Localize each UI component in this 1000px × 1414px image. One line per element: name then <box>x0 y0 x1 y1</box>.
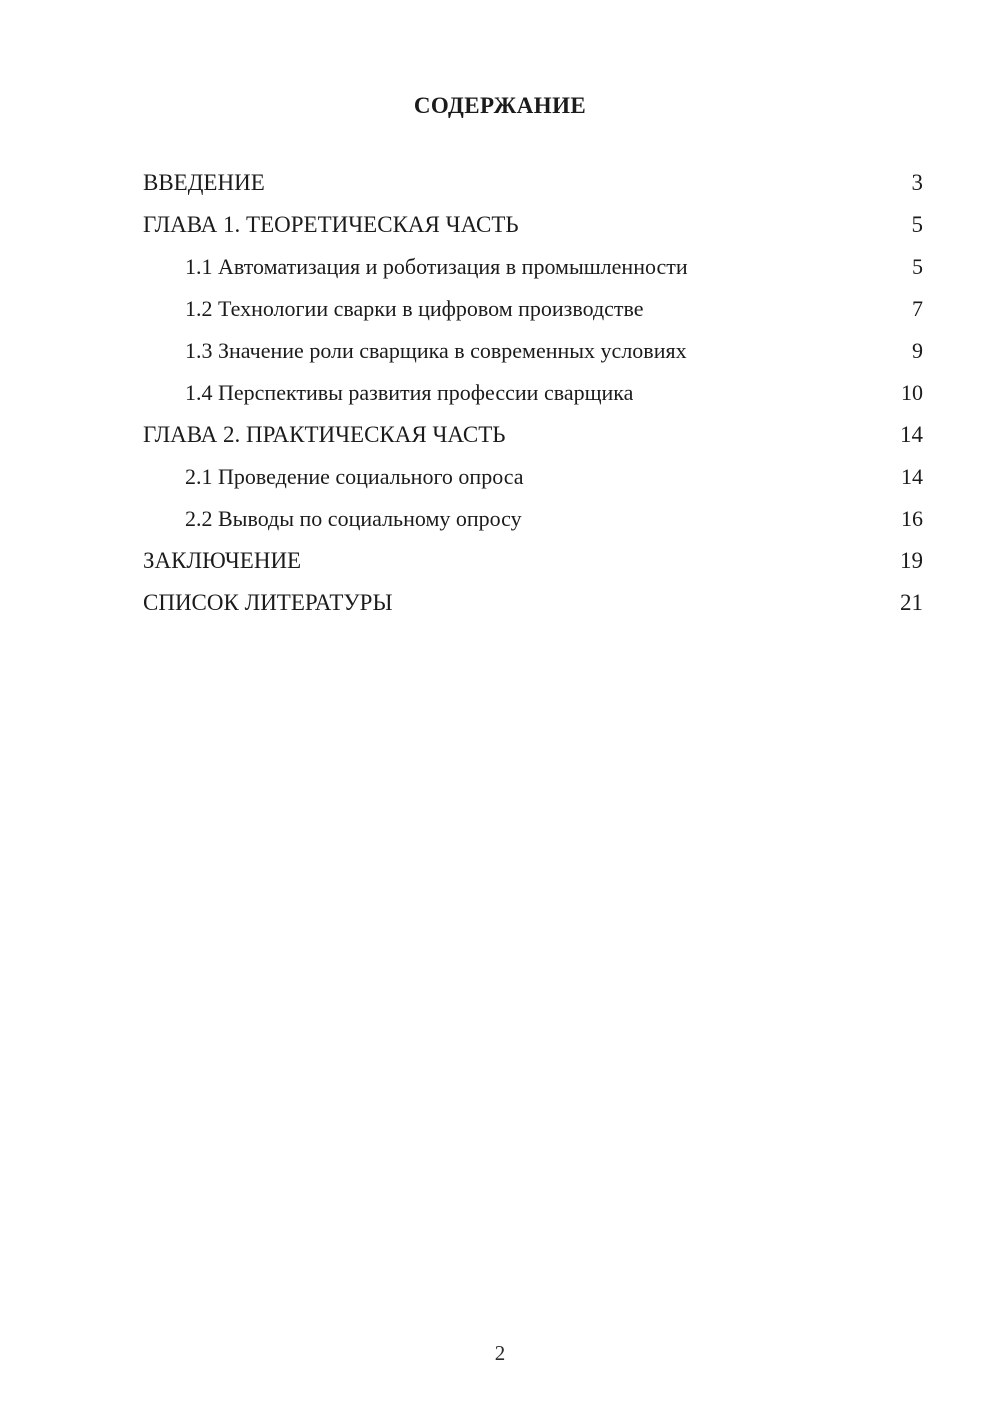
toc-entry-page: 19 <box>900 548 923 573</box>
toc-entry-label: 2.1 Проведение социального опроса <box>185 464 524 489</box>
toc-entry-label: СПИСОК ЛИТЕРАТУРЫ <box>143 590 393 615</box>
toc-entry-1-3[interactable] <box>143 330 923 372</box>
toc-entry-label: 1.1 Автоматизация и роботизация в промышленности <box>185 254 688 279</box>
toc-entry-page: 14 <box>900 422 923 447</box>
toc-entry-label: ЗАКЛЮЧЕНИЕ <box>143 548 302 573</box>
toc-entry-introduction[interactable] <box>143 162 923 204</box>
toc-entry-page: 10 <box>901 380 923 405</box>
toc-entry-2-2[interactable] <box>143 498 923 540</box>
toc-entry-page: 3 <box>911 170 923 195</box>
toc-entry-label: ВВЕДЕНИЕ <box>143 170 265 195</box>
toc-entry-1-4[interactable] <box>143 372 923 414</box>
toc-entry-page: 9 <box>912 338 923 363</box>
toc-entry-page: 5 <box>911 212 923 237</box>
toc-entry-page: 16 <box>901 506 923 531</box>
toc-entry-2-1[interactable] <box>143 456 923 498</box>
toc-entry-label: ГЛАВА 2. ПРАКТИЧЕСКАЯ ЧАСТЬ <box>143 422 506 447</box>
toc-entry-page: 14 <box>901 464 923 489</box>
toc-entry-label: 1.4 Перспективы развития профессии сварщика <box>185 380 634 405</box>
page-title: СОДЕРЖАНИЕ <box>413 93 587 118</box>
toc-entry-chapter-2[interactable] <box>143 414 923 456</box>
toc-entry-page: 7 <box>912 296 923 321</box>
table-of-contents <box>143 162 923 624</box>
toc-entry-label: 1.3 Значение роли сварщика в современных условиях <box>185 338 687 363</box>
toc-entry-label: 2.2 Выводы по социальному опросу <box>185 506 522 531</box>
toc-entry-references[interactable] <box>143 582 923 624</box>
toc-entry-chapter-1[interactable] <box>143 204 923 246</box>
footer-page-number: 2 <box>494 1341 506 1365</box>
toc-entry-1-2[interactable] <box>143 288 923 330</box>
toc-entry-page: 21 <box>900 590 923 615</box>
toc-entry-page: 5 <box>912 254 923 279</box>
toc-entry-conclusion[interactable] <box>143 540 923 582</box>
toc-entry-1-1[interactable] <box>143 246 923 288</box>
toc-entry-label: 1.2 Технологии сварки в цифровом производстве <box>185 296 644 321</box>
toc-entry-label: ГЛАВА 1. ТЕОРЕТИЧЕСКАЯ ЧАСТЬ <box>143 212 519 237</box>
